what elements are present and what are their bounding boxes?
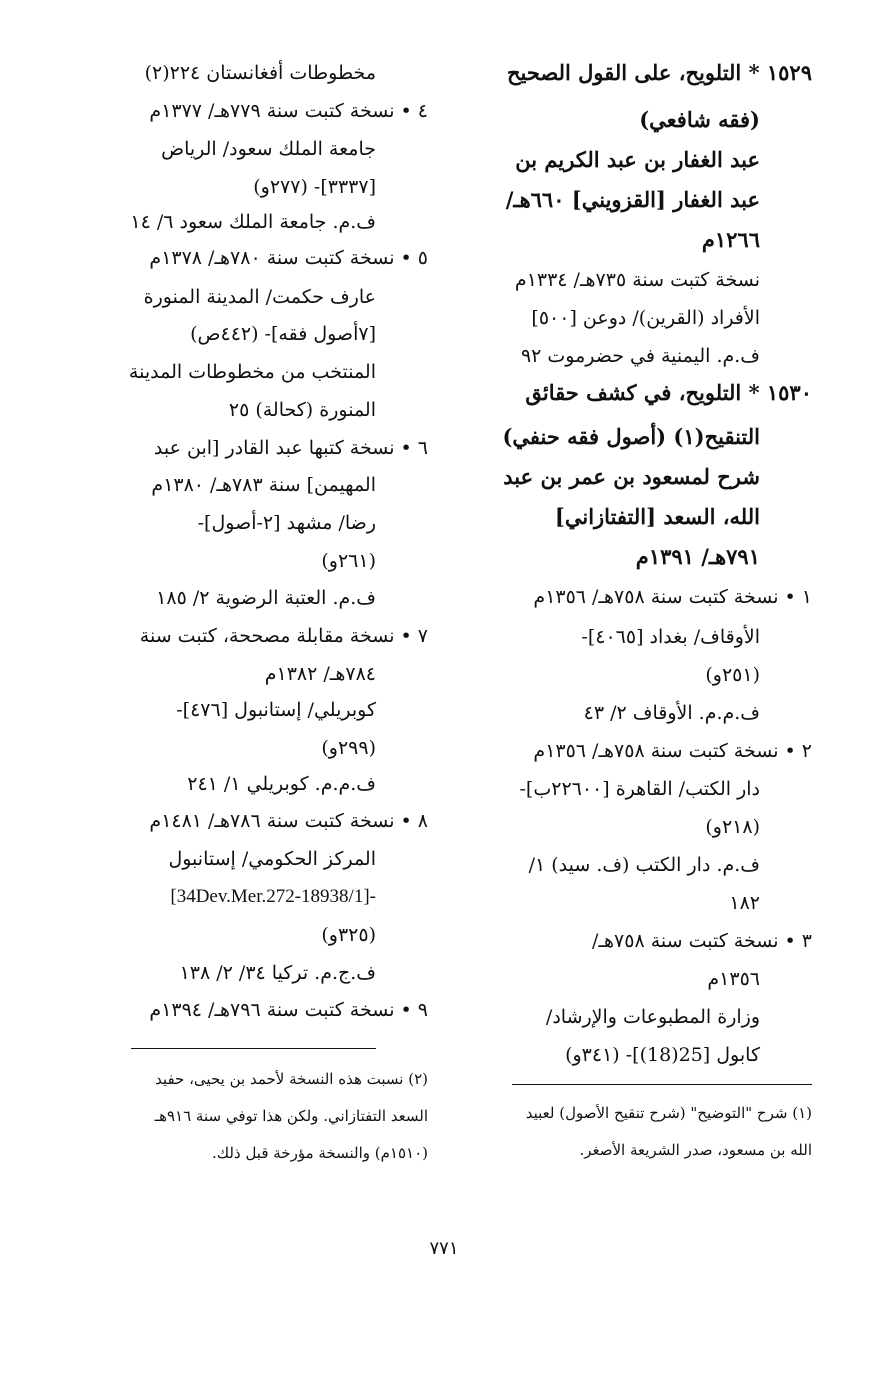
footnote-divider — [512, 1084, 812, 1085]
entry-1530-copy-line: (٣٢٥و) — [321, 924, 376, 946]
entry-1530-heading: ١٥٣٠ * التلويح، في كشف حقائق — [525, 380, 812, 405]
entry-1530-copy-line: (٢٦١و) — [321, 550, 376, 572]
entry-1530-copy-line: كابول [25(18)]- (٣٤١و) — [565, 1044, 760, 1066]
entry-1530-copy-line: ف.م. العتبة الرضوية ٢/ ١٨٥ — [156, 587, 376, 609]
page-number: ٧٧١ — [429, 1238, 459, 1259]
entry-1530-copy-line: جامعة الملك سعود/ الرياض — [161, 138, 376, 160]
entry-1530-copy-line: دار الكتب/ القاهرة [٢٢٦٠٠ب]- — [519, 778, 760, 800]
footnote-2: (٢) نسبت هذه النسخة لأحمد بن يحيى، حفيد — [155, 1070, 428, 1088]
entry-1530-copy-line: وزارة المطبوعات والإرشاد/ — [545, 1006, 760, 1028]
entry-1530-copy-line: مخطوطات أفغانستان ٢٢٤(٢) — [144, 62, 376, 84]
entry-1530-copy-line: ف.م.م. الأوقاف ٢/ ٤٣ — [583, 702, 760, 724]
entry-1530-copy-line: ف.م.م. كوبريلي ١/ ٢٤١ — [187, 773, 376, 795]
entry-1530-copy-line: (٢١٨و) — [705, 816, 760, 838]
entry-1530-copy-line: ٥ • نسخة كتبت سنة ٧٨٠هـ/ ١٣٧٨م — [149, 247, 428, 269]
entry-1530-copy-line: ٧٨٤هـ/ ١٣٨٢م — [264, 663, 376, 685]
entry-1530-copy-line: ٢ • نسخة كتبت سنة ٧٥٨هـ/ ١٣٥٦م — [533, 740, 812, 762]
entry-1529-copy-line: نسخة كتبت سنة ٧٣٥هـ/ ١٣٣٤م — [514, 269, 760, 291]
entry-1530-copy-line: المنتخب من مخطوطات المدينة — [128, 361, 376, 383]
entry-1529-subject: (فقه شافعي) — [639, 107, 760, 132]
entry-1530-copy-line: ١ • نسخة كتبت سنة ٧٥٨هـ/ ١٣٥٦م — [533, 586, 812, 608]
entry-1530-copy-line: ١٨٢ — [729, 892, 760, 914]
entry-1530-copy-line: -[34Dev.Mer.272-18938/1] — [170, 886, 376, 907]
entry-1529-copy-line: ف.م. اليمنية في حضرموت ٩٢ — [520, 345, 760, 367]
entry-1530-author-date: ٧٩١هـ/ ١٣٩١م — [635, 544, 760, 569]
entry-1530-copy-line: ٨ • نسخة كتبت سنة ٧٨٦هـ/ ١٤٨١م — [149, 810, 428, 832]
entry-1530-author-line: شرح لمسعود بن عمر بن عبد — [503, 464, 760, 489]
entry-1530-copy-line: ٧ • نسخة مقابلة مصححة، كتبت سنة — [139, 625, 428, 647]
entry-1530-copy-line: المهيمن] سنة ٧٨٣هـ/ ١٣٨٠م — [151, 474, 376, 496]
entry-1530-copy-line: ف.م. جامعة الملك سعود ٦/ ١٤ — [130, 211, 376, 233]
footnote-2: السعد التفتازاني. ولكن هذا توفي سنة ٩١٦هـ — [154, 1107, 428, 1125]
entry-1530-copy-line: المركز الحكومي/ إستانبول — [168, 848, 376, 870]
entry-1530-copy-line: ف.ج.م. تركيا ٣٤/ ٢/ ١٣٨ — [179, 962, 376, 984]
footnote-1: الله بن مسعود، صدر الشريعة الأصغر. — [579, 1141, 812, 1159]
entry-1530-copy-line: (٢٥١و) — [705, 664, 760, 686]
footnote-1: (١) شرح "التوضيح" (شرح تنقيح الأصول) لعبيد — [525, 1104, 812, 1122]
entry-1530-author-line: الله، السعد [التفتازاني] — [554, 504, 760, 529]
entry-1530-copy-line: [٣٣٣٧]- (٢٧٧و) — [253, 176, 376, 198]
entry-1530-copy-line: ٦ • نسخة كتبها عبد القادر [ابن عبد — [153, 437, 428, 459]
entry-1530-copy-line: المنورة (كحالة) ٢٥ — [228, 399, 376, 421]
entry-1530-copy-line: عارف حكمت/ المدينة المنورة — [143, 286, 376, 308]
entry-1529-author-line: عبد الغفار بن عبد الكريم بن — [515, 147, 760, 172]
entry-1530-copy-line: رضا/ مشهد [٢-أصول]- — [197, 512, 376, 534]
entry-1530-copy-line: الأوقاف/ بغداد [٤٠٦٥]- — [581, 626, 760, 648]
entry-1529-copy-line: الأفراد (القرين)/ دوعن [٥٠٠] — [531, 307, 760, 329]
entry-1530-subject: التنقيح(١) (أصول فقه حنفي) — [502, 424, 760, 449]
entry-1530-copy-line: ٤ • نسخة كتبت سنة ٧٧٩هـ/ ١٣٧٧م — [149, 100, 428, 122]
footnote-2: (١٥١٠م) والنسخة مؤرخة قبل ذلك. — [212, 1144, 428, 1162]
entry-1529-heading: ١٥٢٩ * التلويح، على القول الصحيح — [506, 60, 812, 85]
entry-1530-copy-line: ٩ • نسخة كتبت سنة ٧٩٦هـ/ ١٣٩٤م — [149, 999, 428, 1021]
footnote-divider — [131, 1048, 376, 1049]
entry-1530-copy-line: ١٣٥٦م — [707, 968, 760, 990]
entry-1529-author-date: ١٢٦٦م — [701, 227, 760, 252]
entry-1530-copy-line: ٣ • نسخة كتبت سنة ٧٥٨هـ/ — [592, 930, 812, 952]
entry-1530-copy-line: (٢٩٩و) — [321, 737, 376, 759]
entry-1529-author-line: عبد الغفار [القزويني] ٦٦٠هـ/ — [505, 187, 760, 212]
entry-1530-copy-line: [٧أصول فقه]- (٤٤٢ص) — [190, 323, 376, 345]
entry-1530-copy-line: ف.م. دار الكتب (ف. سيد) ١/ — [528, 854, 760, 876]
entry-1530-copy-line: كوبريلي/ إستانبول [٤٧٦]- — [176, 699, 376, 721]
